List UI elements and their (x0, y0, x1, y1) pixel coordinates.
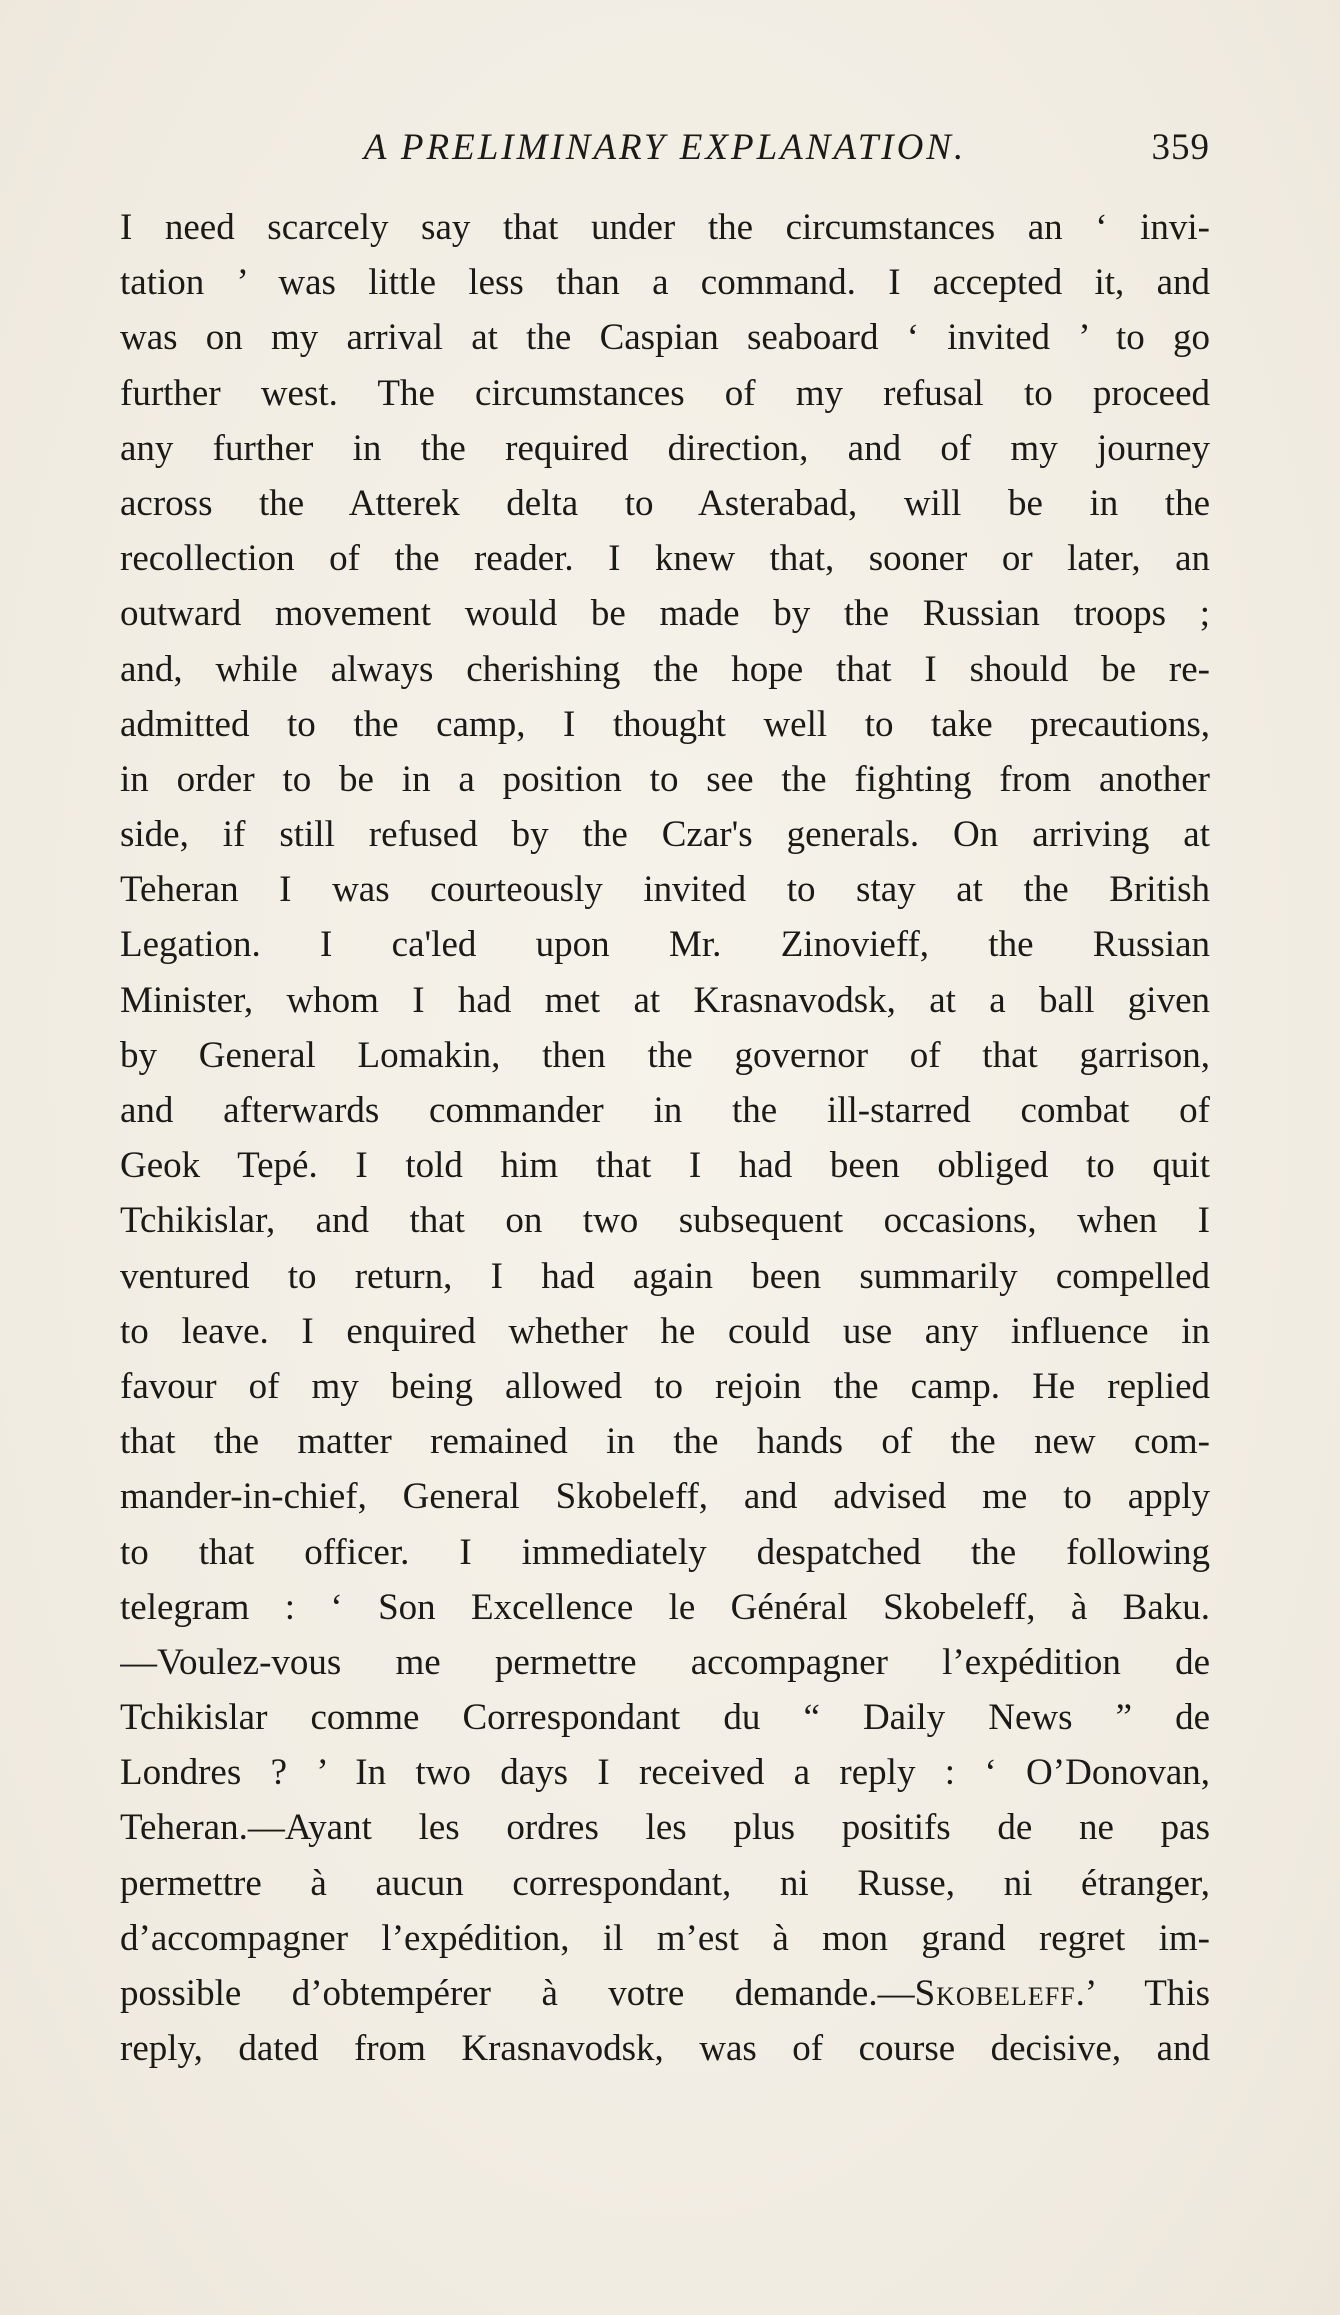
text-line: across the Atterek delta to Asterabad, will be in the (120, 482, 1210, 524)
text-line: was on my arrival at the Caspian seaboard ‘ invited ’ to go (120, 317, 1210, 359)
text-line-with-signature (120, 1966, 1210, 2021)
text-line: in order to be in a position to see the fighting from another (120, 758, 1210, 800)
text-line: and, while always cherishing the hope that I should be re- (120, 648, 1210, 690)
text-line: ventured to return, I had again been summarily compelled (120, 1255, 1210, 1297)
text-line: that the matter remained in the hands of the new com- (120, 1421, 1210, 1463)
text-line: outward movement would be made by the Russian troops ; (120, 593, 1210, 635)
text-line: mander-in-chief, General Skobeleff, and advised me to apply (120, 1476, 1210, 1518)
text-line-last: reply, dated from Krasnavodsk, was of course decisive, and (120, 2028, 1210, 2070)
text-line: telegram : ‘ Son Excellence le Général Skobeleff, à Baku. (120, 1586, 1210, 1628)
text-line: favour of my being allowed to rejoin the camp. He replied (120, 1365, 1210, 1407)
text-line: Legation. I ca'led upon Mr. Zinovieff, the Russian (120, 924, 1210, 966)
text-line: d’accompagner l’expédition, il m’est à mon grand regret im- (120, 1917, 1210, 1959)
text-line: to that officer. I immediately despatched the following (120, 1531, 1210, 1573)
text-line: Minister, whom I had met at Krasnavodsk, at a ball given (120, 979, 1210, 1021)
text-line: Tchikislar, and that on two subsequent occasions, when I (120, 1200, 1210, 1242)
text-line: admitted to the camp, I thought well to take precautions, (120, 703, 1210, 745)
page-number: 359 (1151, 127, 1210, 168)
text-line: Teheran I was courteously invited to stay at the British (120, 869, 1210, 911)
text-line: Teheran.—Ayant les ordres les plus positifs de ne pas (120, 1807, 1210, 1849)
text-line: Tchikislar comme Correspondant du “ Daily News ” de (120, 1697, 1210, 1739)
body-text (120, 200, 1210, 2076)
text-line: by General Lomakin, then the governor of that garrison, (120, 1034, 1210, 1076)
text-line: I need scarcely say that under the circumstances an ‘ invi- (120, 207, 1210, 248)
text-line: side, if still refused by the Czar's generals. On arriving at (120, 814, 1210, 856)
running-head (120, 118, 1210, 178)
text-line: any further in the required direction, and of my journey (120, 427, 1210, 469)
text-line: tation ’ was little less than a command. I accepted it, and (120, 262, 1210, 304)
text-line-start: possible d’obtempérer à votre demande.— (120, 1973, 915, 2014)
text-line: further west. The circumstances of my refusal to proceed (120, 372, 1210, 414)
running-title: A PRELIMINARY EXPLANATION. (363, 127, 967, 168)
text-line: to leave. I enquired whether he could use any influence in (120, 1310, 1210, 1352)
text-line-tail: .’ This (1075, 1973, 1210, 2014)
text-line: —Voulez-vous me permettre accompagner l’expédition de (120, 1641, 1210, 1683)
text-line: permettre à aucun correspondant, ni Russe, ni étranger, (120, 1862, 1210, 1904)
signature-small-caps: Skobeleff (914, 1973, 1076, 2014)
text-line: Londres ? ’ In two days I received a reply : ‘ O’Donovan, (120, 1752, 1210, 1794)
text-line: recollection of the reader. I knew that, sooner or later, an (120, 538, 1210, 580)
text-line: and afterwards commander in the ill-starred combat of (120, 1090, 1210, 1131)
text-line: Geok Tepé. I told him that I had been obliged to quit (120, 1145, 1210, 1187)
